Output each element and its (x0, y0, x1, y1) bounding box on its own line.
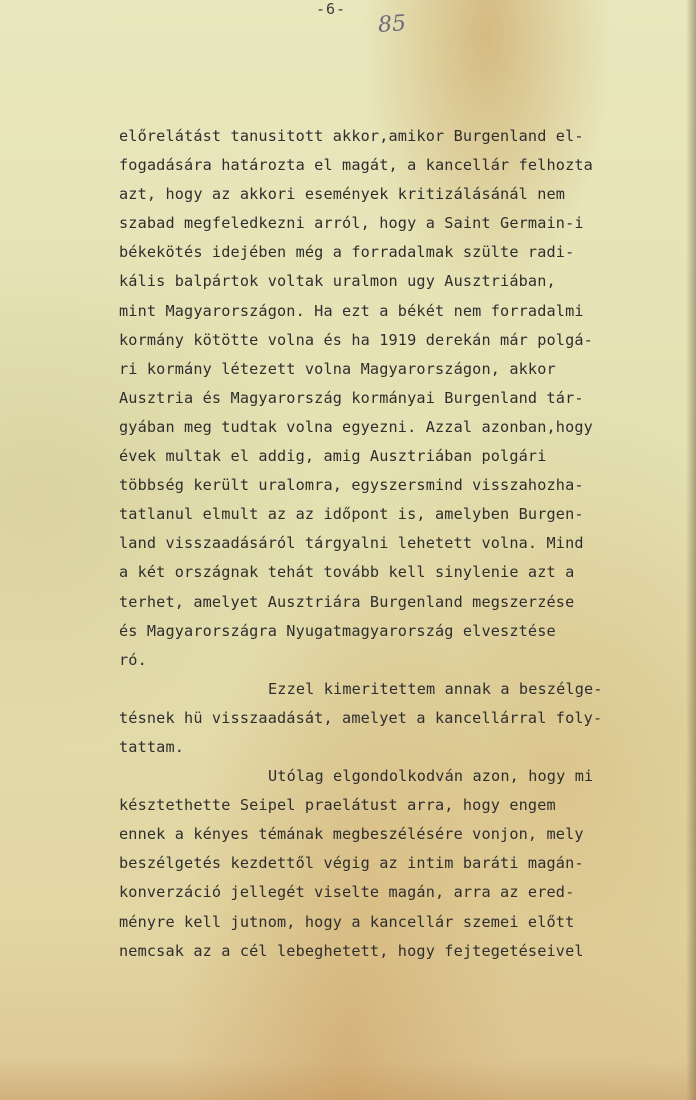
text-line: többség került uralomra, egyszersmind visszahozha- (119, 476, 584, 495)
page-number: -6- (316, 0, 347, 18)
text-line: békekötés idejében még a forradalmak szülte radi- (119, 243, 575, 262)
text-line: terhet, amelyet Ausztriára Burgenland megszerzése (119, 592, 575, 611)
text-line: kális balpártok voltak uralmon ugy Ausztriában, (119, 272, 556, 291)
handwritten-folio-number: 85 (377, 11, 407, 38)
text-line: Ausztria és Magyarország kormányai Burgenland tár- (119, 388, 584, 407)
text-line: tattam. (119, 737, 185, 756)
text-line: szabad megfeledkezni arról, hogy a Saint Germain-i (119, 214, 584, 233)
page-bottom-stain (0, 1060, 696, 1100)
paragraph-start-line: Utólag elgondolkodván azon, hogy mi (268, 767, 594, 786)
text-line: ményre kell jutnom, hogy a kancellár szemei előtt (119, 912, 575, 931)
text-line: fogadására határozta el magát, a kancellár felhozta (119, 156, 593, 175)
text-line: ri kormány létezett volna Magyarországon, akkor (119, 359, 556, 378)
text-line: gyában meg tudtak volna egyezni. Azzal azonban,hogy (119, 417, 593, 436)
text-line: beszélgetés kezdettől végig az intim baráti magán- (119, 854, 584, 873)
paragraph-start-line: Ezzel kimeritettem annak a beszélge- (268, 679, 603, 698)
text-line: konverzáció jellegét viselte magán, arra az ered- (119, 883, 575, 902)
text-line: azt, hogy az akkori események kritizálásánál nem (119, 185, 566, 204)
text-line: nemcsak az a cél lebeghetett, hogy fejtegetéseivel (119, 941, 584, 960)
typewritten-body (119, 122, 689, 966)
text-line: kormány kötötte volna és ha 1919 derekán már polgá- (119, 330, 593, 349)
text-line: évek multak el addig, amig Ausztriában polgári (119, 447, 547, 466)
text-line: mint Magyarországon. Ha ezt a békét nem forradalmi (119, 301, 584, 320)
text-line: tatlanul elmult az az időpont is, amelyben Burgen- (119, 505, 584, 524)
text-line: tésnek hü visszaadását, amelyet a kancellárral foly- (119, 708, 603, 727)
text-line: és Magyarországra Nyugatmagyarország elvesztése (119, 621, 556, 640)
text-line: a két országnak tehát tovább kell sinylenie azt a (119, 563, 575, 582)
text-line: ró. (119, 650, 147, 669)
text-line: előrelátást tanusitott akkor,amikor Burgenland el- (119, 127, 584, 145)
text-line: ennek a kényes témának megbeszélésére vonjon, mely (119, 825, 584, 844)
text-line: land visszaadásáról tárgyalni lehetett volna. Mind (119, 534, 584, 553)
text-line: késztethette Seipel praelátust arra, hogy engem (119, 796, 556, 815)
